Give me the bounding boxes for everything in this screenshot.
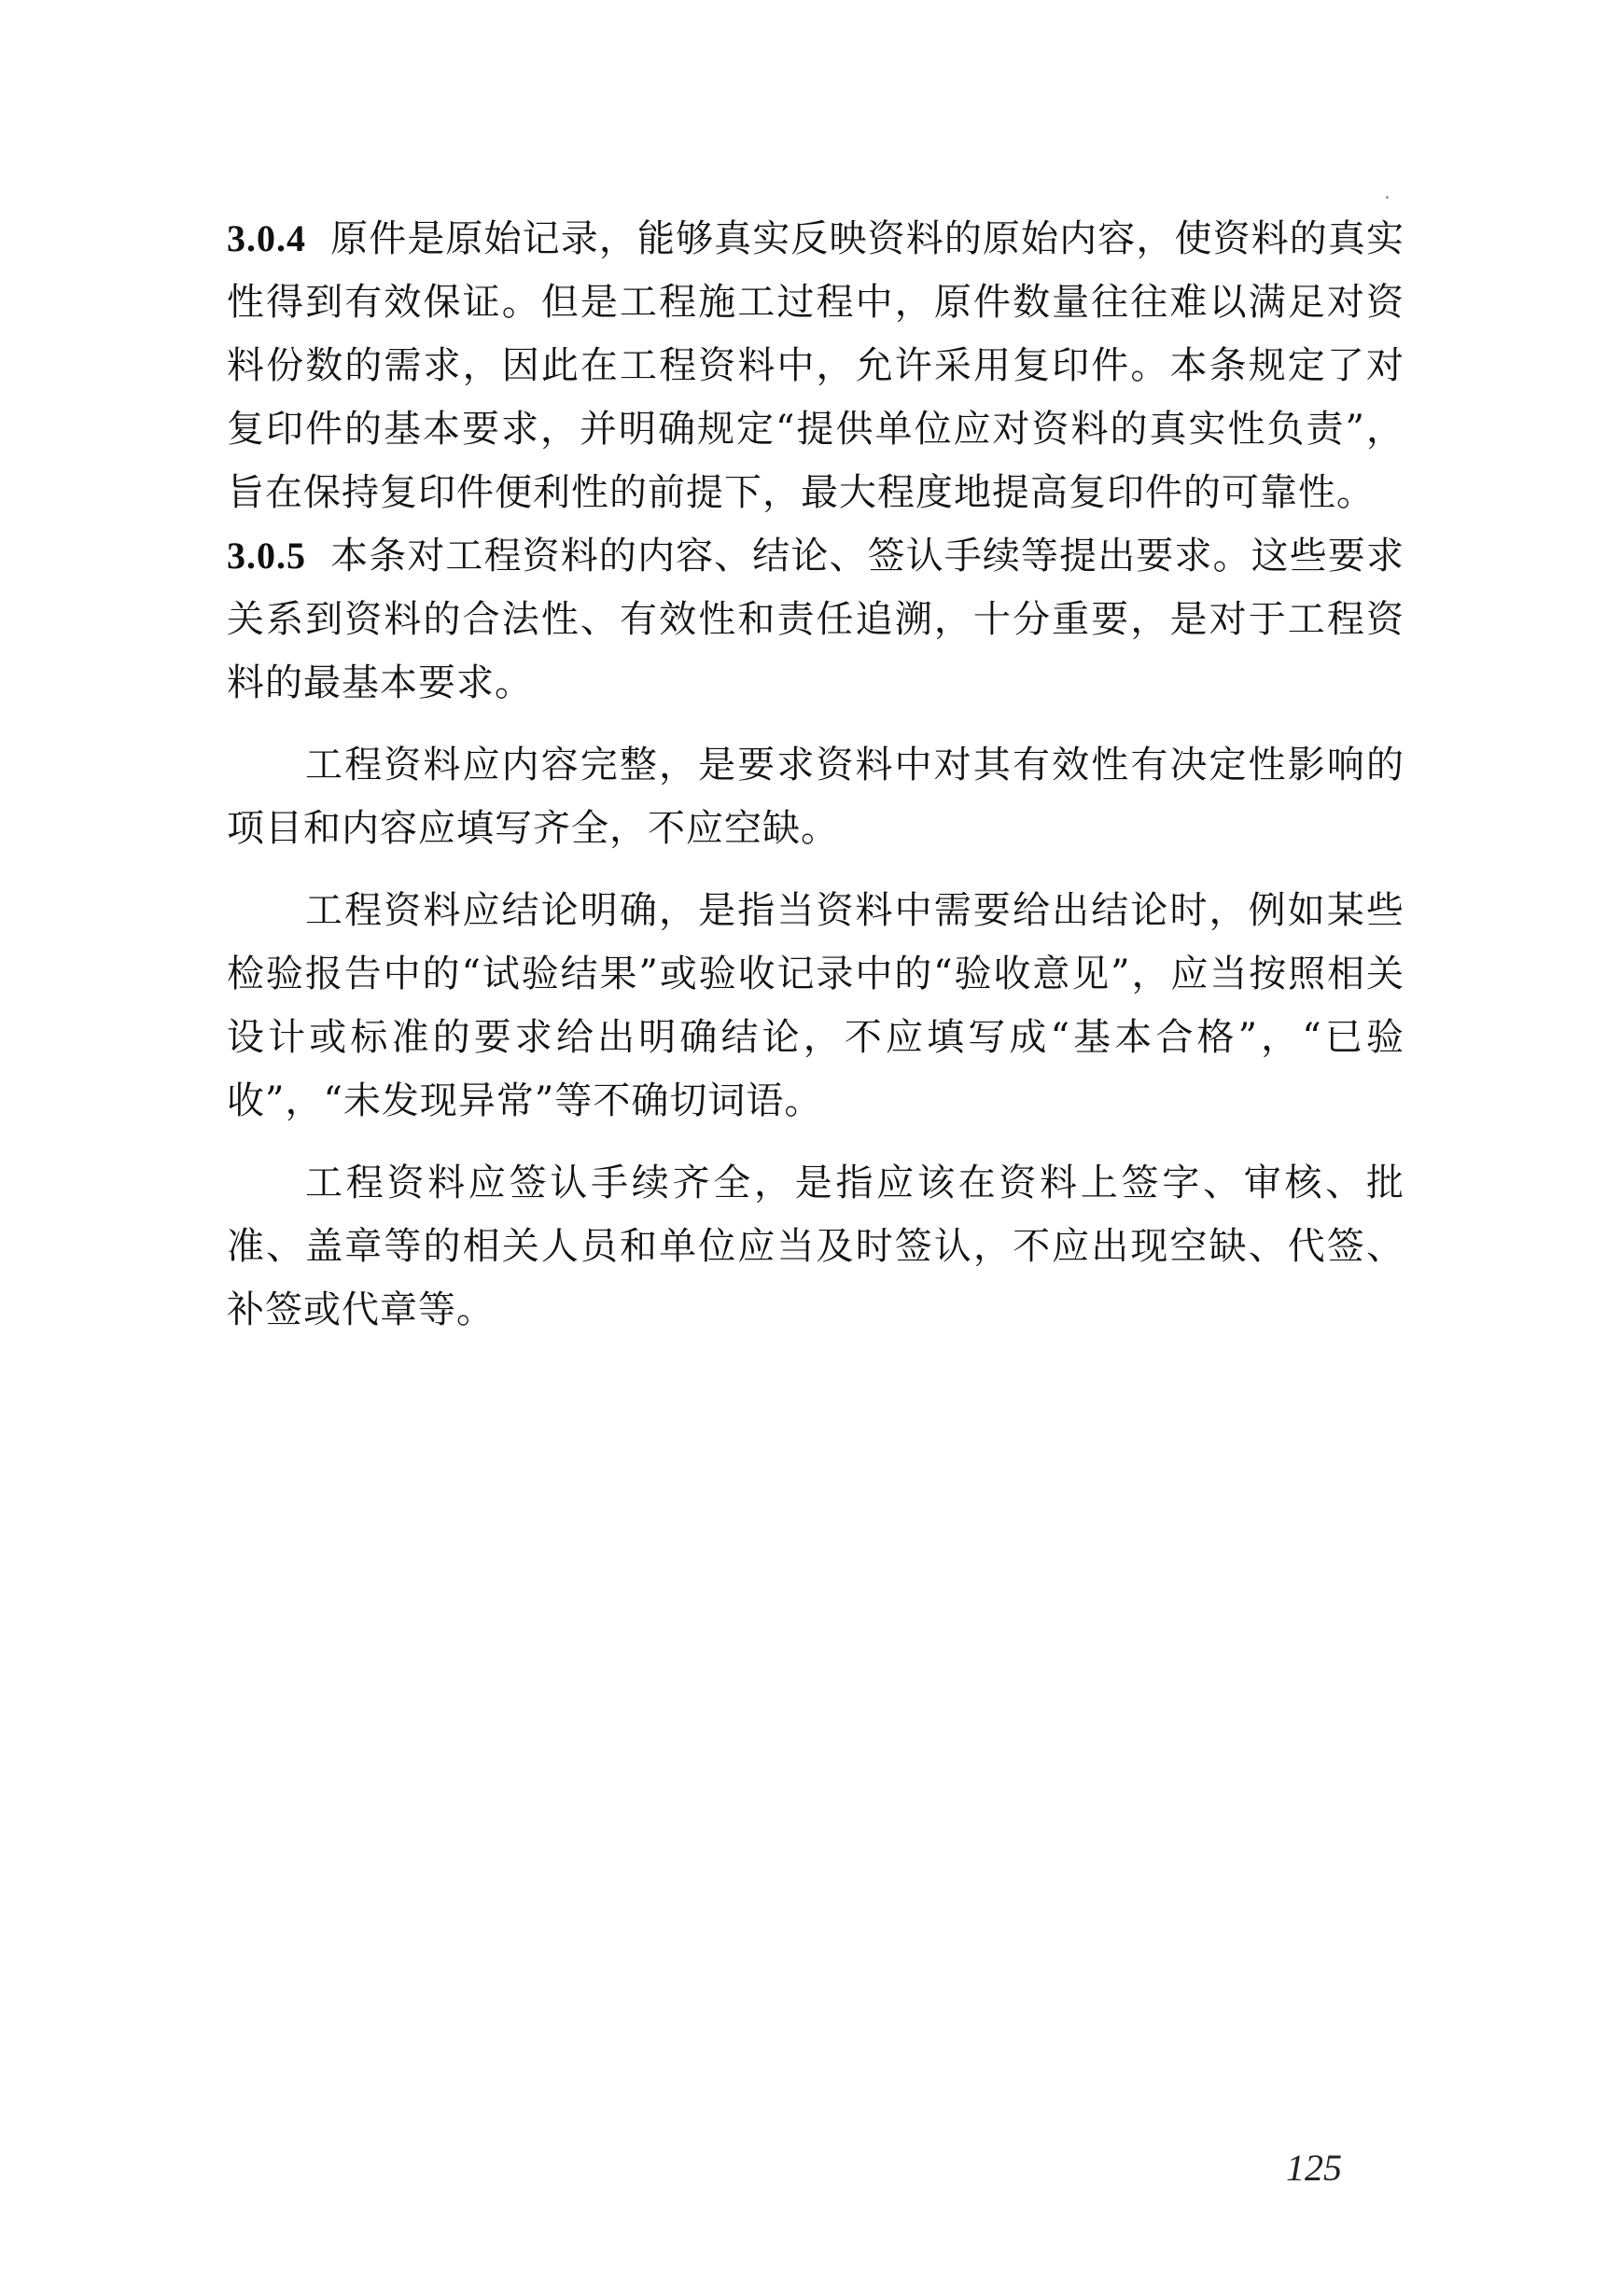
paragraph-signature-complete: 工程资料应签认手续齐全，是指应该在资料上签字、审核、批准、盖章等的相关人员和单位应当及时签认，不应出现空缺、代签、补签或代章等。 bbox=[227, 1162, 1404, 1331]
page-number: 125 bbox=[1286, 2147, 1342, 2189]
body-text bbox=[227, 207, 1404, 1342]
section-3-0-4 bbox=[227, 207, 1404, 524]
clause-number: 3.0.4 bbox=[227, 217, 306, 259]
paragraph-conclusion-clear: 工程资料应结论明确，是指当资料中需要给出结论时，例如某些检验报告中的“试验结果”或验收记录中的“验收意见”，应当按照相关设计或标准的要求给出明确结论，不应填写成“基本合格”，“已验收”，“未发现异常”等不确切词语。 bbox=[227, 889, 1404, 1122]
paragraph-content-complete: 工程资料应内容完整，是要求资料中对其有效性有决定性影响的项目和内容应填写齐全，不应空缺。 bbox=[227, 744, 1404, 850]
scan-speck bbox=[1386, 196, 1389, 199]
clause-number: 3.0.5 bbox=[227, 535, 306, 577]
clause-text: 原件是原始记录，能够真实反映资料的原始内容，使资料的真实性得到有效保证。但是工程施工过程中，原件数量往往难以满足对资料份数的需求，因此在工程资料中，允许采用复印件。本条规定了对复印件的基本要求，并明确规定“提供单位应对资料的真实性负责”，旨在保持复印件便利性的前提下，最大程度地提高复印件的可靠性。 bbox=[227, 217, 1404, 514]
section-3-0-5 bbox=[227, 524, 1404, 715]
clause-text: 本条对工程资料的内容、结论、签认手续等提出要求。这些要求关系到资料的合法性、有效性和责任追溯，十分重要，是对于工程资料的最基本要求。 bbox=[227, 535, 1404, 704]
